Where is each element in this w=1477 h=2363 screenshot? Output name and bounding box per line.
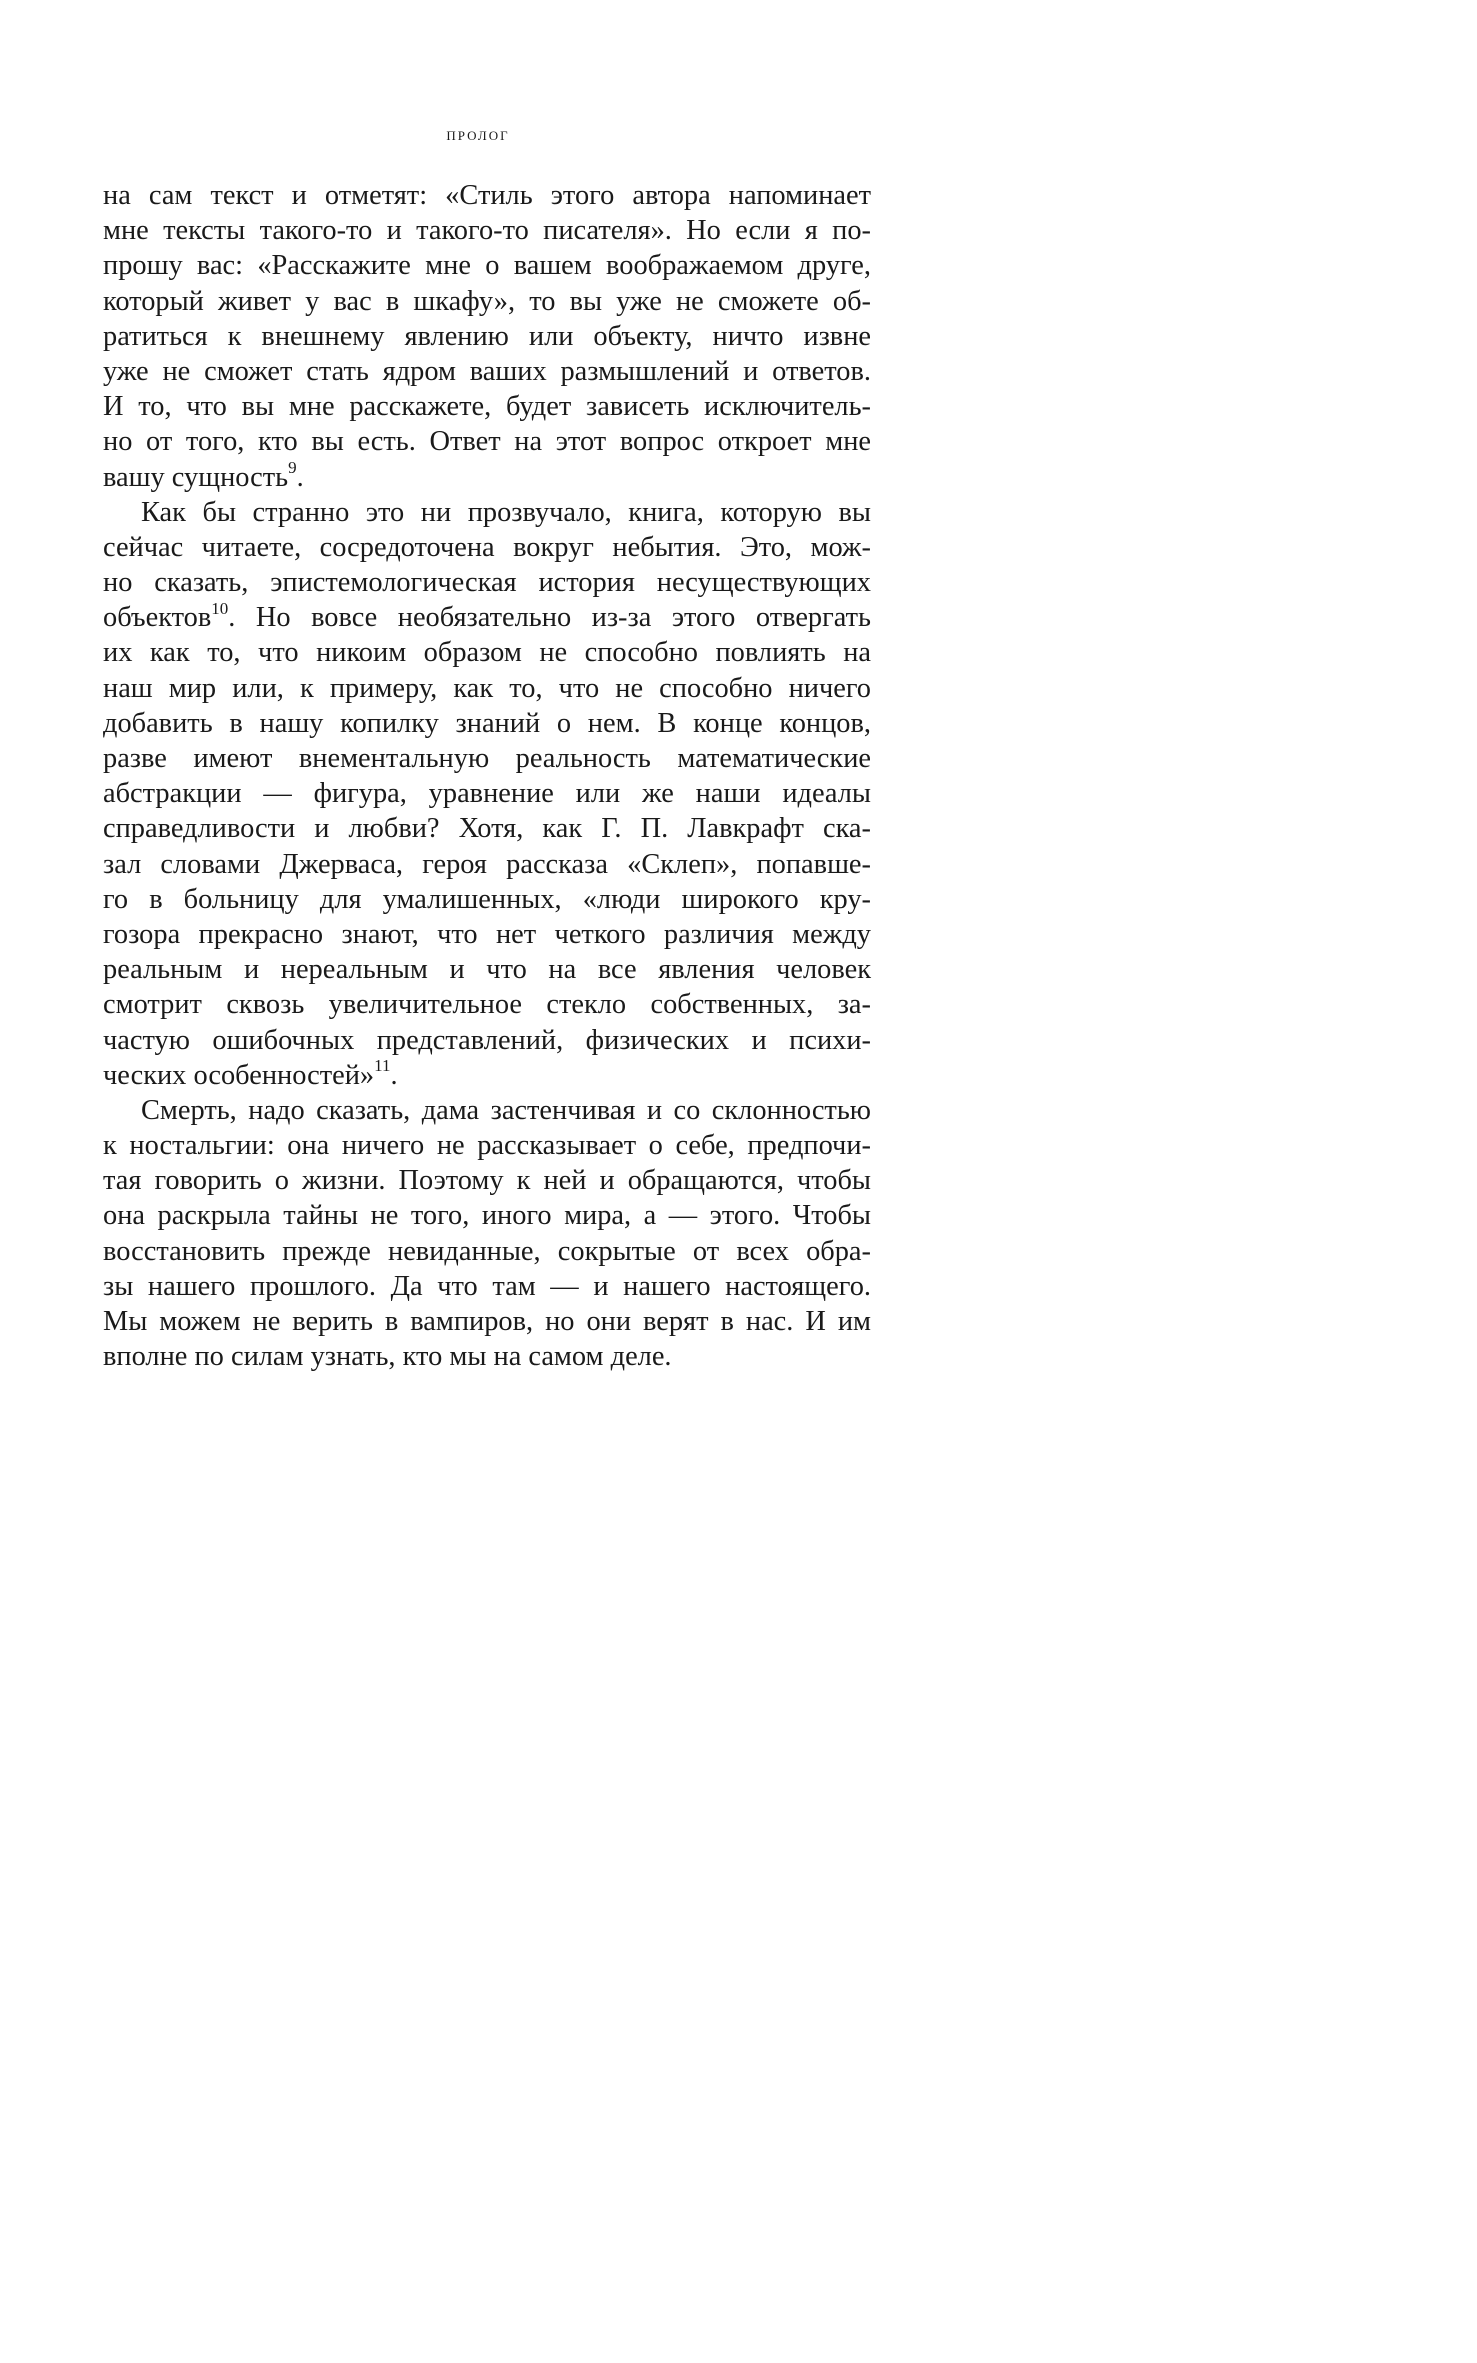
line-text: который живет у вас в шкафу», то вы уже не сможете об-	[103, 285, 871, 317]
text-line	[103, 706, 871, 741]
text-line	[103, 776, 871, 811]
text-line	[103, 1198, 871, 1233]
paragraph	[103, 1093, 871, 1375]
text-line	[103, 460, 871, 495]
text-line	[103, 1023, 871, 1058]
running-head: ПРОЛОГ	[446, 128, 510, 143]
text-line	[103, 565, 871, 600]
line-text: наш мир или, к примеру, как то, что не способно ничего	[103, 672, 871, 704]
line-text: абстракции — фигура, уравнение или же наши идеалы	[103, 778, 871, 810]
line-text: И то, что вы мне расскажете, будет зависеть исключитель-	[103, 391, 871, 423]
text-line	[103, 671, 871, 706]
text-line	[103, 987, 871, 1022]
text-line	[103, 389, 871, 424]
text-line	[103, 1093, 871, 1128]
paragraph	[103, 495, 871, 1093]
line-text: их как то, что никоим образом не способно повлиять на	[103, 637, 871, 669]
text-line	[103, 741, 871, 776]
paragraph	[103, 178, 871, 495]
line-text: зал словами Джерваса, героя рассказа «Склеп», попавше-	[103, 848, 871, 880]
text-line	[103, 319, 871, 354]
text-line	[103, 952, 871, 987]
line-text-after-footnote: .	[296, 461, 304, 493]
line-text: на сам текст и отметят: «Стиль этого автора напоминает	[103, 180, 871, 211]
line-text: ческих особенностей»	[103, 1059, 375, 1091]
text-line	[103, 1234, 871, 1269]
text-line	[103, 1058, 871, 1093]
text-line	[103, 213, 871, 248]
line-text: восстановить прежде невиданные, сокрытые от всех обра-	[103, 1235, 871, 1267]
line-text-after-footnote: . Но вовсе необязательно из-за этого отвергать	[228, 602, 871, 634]
text-line	[103, 882, 871, 917]
line-text: гозора прекрасно знают, что нет четкого различия между	[103, 918, 871, 950]
text-line	[103, 1163, 871, 1198]
line-text: но от того, кто вы есть. Ответ на этот вопрос откроет мне	[103, 426, 871, 458]
line-text-after-footnote: .	[390, 1059, 398, 1091]
text-line	[103, 530, 871, 565]
line-text: справедливости и любви? Хотя, как Г. П. Лавкрафт ска-	[103, 813, 871, 845]
text-line	[103, 248, 871, 283]
line-text: прошу вас: «Расскажите мне о вашем воображаемом друге,	[103, 250, 871, 282]
footnote-marker[interactable]: 11	[374, 1056, 391, 1076]
text-line	[103, 1128, 871, 1163]
text-line	[103, 354, 871, 389]
text-line	[103, 178, 871, 213]
body-text	[103, 178, 871, 1374]
line-text: зы нашего прошлого. Да что там — и нашего настоящего.	[103, 1270, 871, 1302]
line-text: уже не сможет стать ядром ваших размышлений и ответов.	[103, 355, 871, 387]
text-line	[103, 284, 871, 319]
text-line	[103, 635, 871, 670]
text-line	[103, 600, 871, 635]
text-line	[103, 1304, 871, 1339]
line-text: мне тексты такого-то и такого-то писателя». Но если я по-	[103, 215, 871, 247]
line-text: Как бы странно это ни прозвучало, книга, которую вы	[141, 496, 871, 528]
line-text: тая говорить о жизни. Поэтому к ней и обращаются, чтобы	[103, 1165, 871, 1197]
text-line	[103, 495, 871, 530]
line-text: но сказать, эпистемологическая история несуществующих	[103, 567, 871, 599]
text-line	[103, 847, 871, 882]
line-text: смотрит сквозь увеличительное стекло собственных, за-	[103, 989, 871, 1021]
line-text: го в больницу для умалишенных, «люди широкого кру-	[103, 883, 871, 915]
line-text: к ностальгии: она ничего не рассказывает о себе, предпочи-	[103, 1130, 871, 1162]
text-line	[103, 917, 871, 952]
text-line	[103, 1269, 871, 1304]
line-text: Мы можем не верить в вампиров, но они верят в нас. И им	[103, 1306, 871, 1337]
footnote-marker[interactable]: 10	[211, 598, 229, 618]
line-text: добавить в нашу копилку знаний о нем. В конце концов,	[103, 707, 871, 739]
line-text: реальным и нереальным и что на все явления человек	[103, 954, 871, 986]
line-text: она раскрыла тайны не того, иного мира, а — этого. Чтобы	[103, 1200, 871, 1232]
text-line	[103, 1339, 871, 1374]
book-page	[0, 0, 956, 1536]
line-text: частую ошибочных представлений, физических и психи-	[103, 1024, 871, 1056]
line-text: Смерть, надо сказать, дама застенчивая и со склонностью	[141, 1094, 871, 1126]
line-text: ратиться к внешнему явлению или объекту, ничто извне	[103, 320, 871, 352]
line-text: вашу сущность	[103, 461, 289, 493]
text-line	[103, 424, 871, 459]
line-text: сейчас читаете, сосредоточена вокруг небытия. Это, мож-	[103, 531, 871, 563]
footnote-marker[interactable]: 9	[288, 458, 297, 478]
line-text: объектов	[103, 602, 212, 634]
line-text: вполне по силам узнать, кто мы на самом деле.	[103, 1341, 672, 1373]
text-line	[103, 811, 871, 846]
line-text: разве имеют внементальную реальность математические	[103, 743, 871, 774]
